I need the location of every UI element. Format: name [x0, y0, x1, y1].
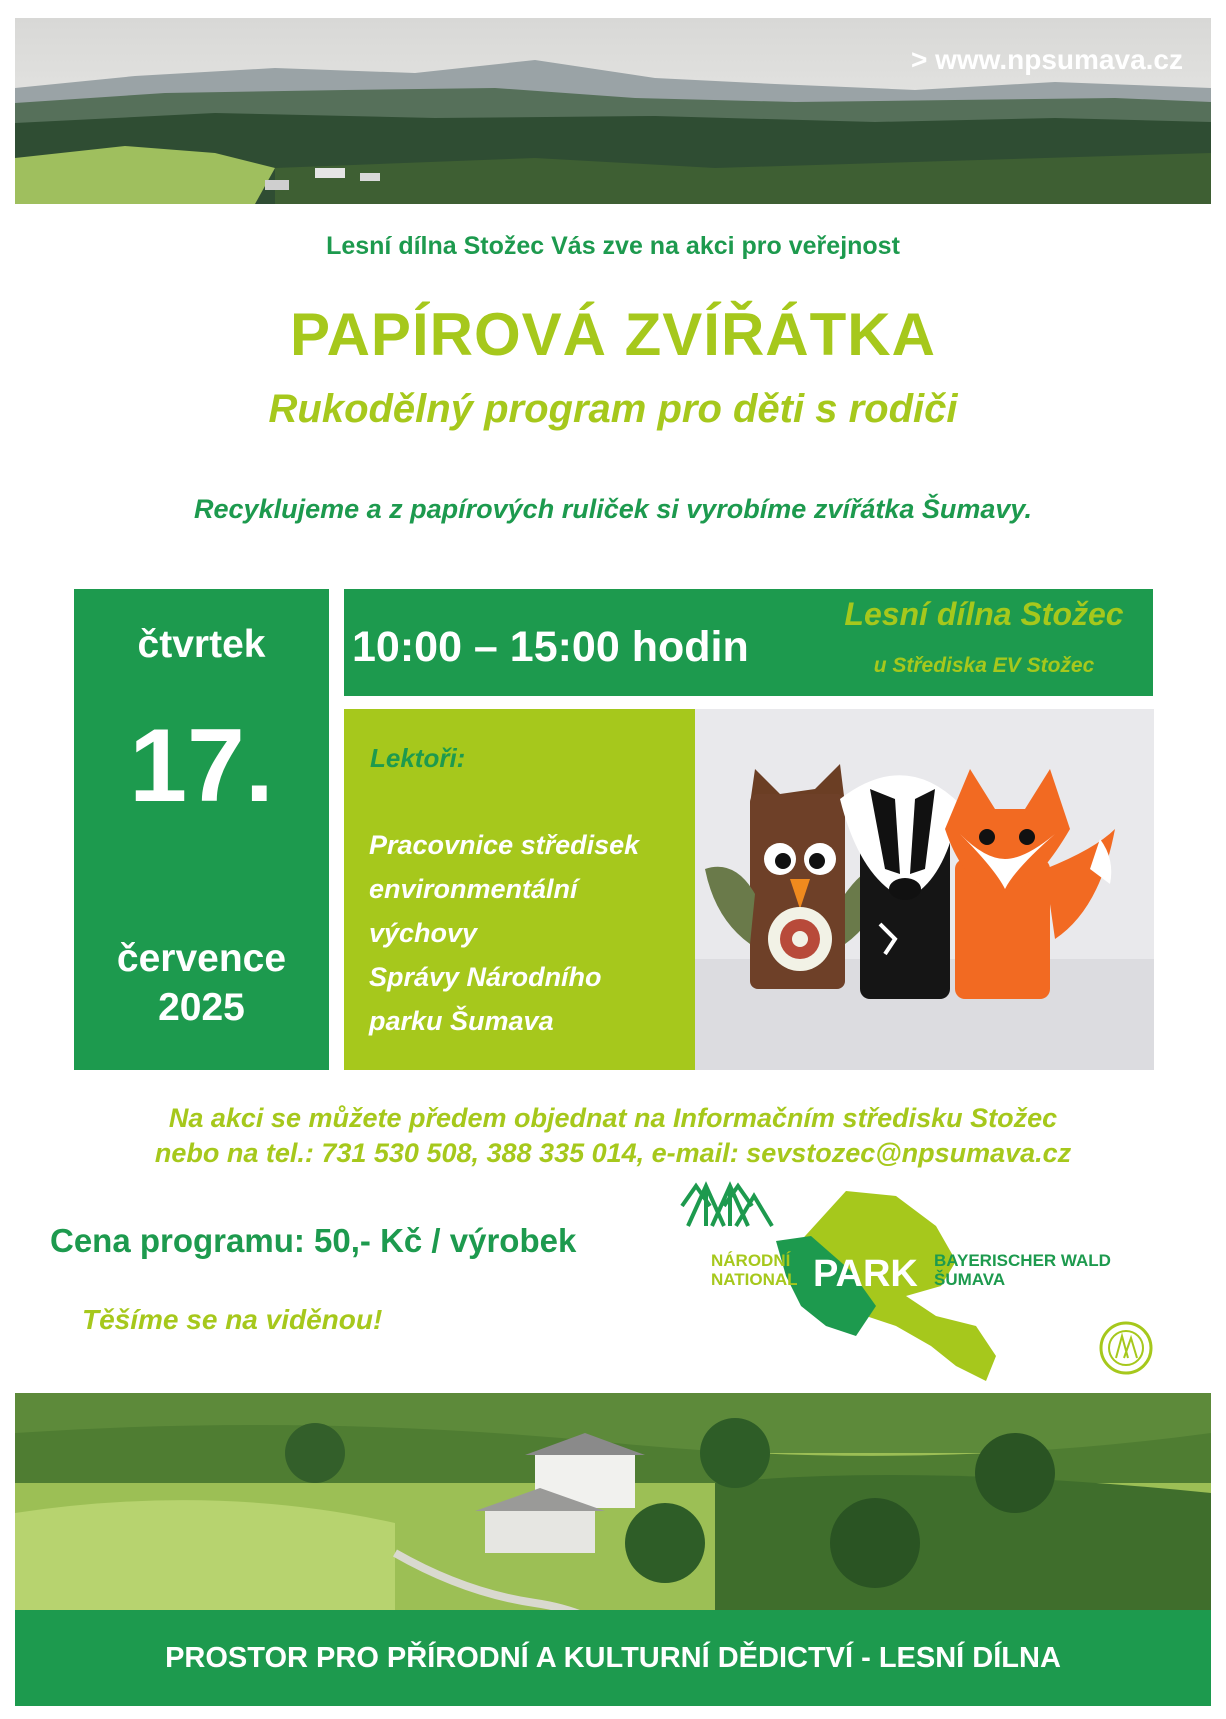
- time-location-bar: [344, 589, 1153, 696]
- footer-bar: PROSTOR PRO PŘÍRODNÍ A KULTURNÍ DĚDICTVÍ - LESNÍ DÍLNA: [15, 1610, 1211, 1706]
- month: července: [116, 937, 287, 980]
- lecturers-text: [369, 823, 639, 1043]
- event-time: 10:00 – 15:00 hodin: [352, 623, 749, 671]
- date-box: [74, 589, 329, 1070]
- logo-right-bottom: ŠUMAVA: [934, 1270, 1006, 1289]
- lecturer-line: Správy Národního: [369, 962, 602, 992]
- logo-right-top: BAYERISCHER WALD: [934, 1251, 1111, 1270]
- location-title: Lesní dílna Stožec: [844, 596, 1124, 632]
- lecturers-box: [344, 709, 695, 1070]
- lecturer-line: Pracovnice středisek: [369, 830, 640, 860]
- invitation-line: Lesní dílna Stožec Vás zve na akci pro veřejnost: [326, 232, 900, 260]
- national-park-logo: [676, 1176, 1176, 1386]
- logo-left-bottom: NATIONAL: [711, 1270, 798, 1289]
- lecturer-line: výchovy: [369, 918, 478, 948]
- weekday: čtvrtek: [137, 623, 266, 666]
- program-price: Cena programu: 50,- Kč / výrobek: [50, 1222, 577, 1259]
- paper-animals-illustration: [695, 709, 1154, 1070]
- order-info-contact[interactable]: nebo na tel.: 731 530 508, 388 335 014, e-mail: sevstozec@npsumava.cz: [154, 1138, 1072, 1168]
- day-number: 17.: [129, 708, 274, 824]
- top-landscape-photo: [15, 18, 1211, 204]
- event-description: Recyklujeme a z papírových ruliček si vyrobíme zvířátka Šumavy.: [194, 494, 1032, 524]
- paper-animals-photo: [695, 709, 1154, 1070]
- order-info-line: Na akci se můžete předem objednat na Informačním středisku Stožec: [168, 1103, 1058, 1133]
- lecturers-label: Lektoři:: [370, 743, 466, 773]
- order-info: [0, 1101, 1226, 1171]
- park-map-logo: [676, 1176, 1176, 1386]
- event-subtitle: Rukodělný program pro děti s rodiči: [268, 387, 958, 431]
- closing-greeting: Těšíme se na viděnou!: [82, 1304, 383, 1335]
- lecturer-line: parku Šumava: [369, 1006, 554, 1036]
- logo-left-top: NÁRODNÍ: [711, 1251, 791, 1270]
- lecturer-line: environmentální: [369, 874, 578, 904]
- logo-park-word: PARK: [813, 1253, 918, 1295]
- year: 2025: [158, 986, 245, 1029]
- website-link[interactable]: > www.npsumava.cz: [910, 44, 1183, 75]
- location-subtitle: u Střediska EV Stožec: [873, 654, 1095, 677]
- trees-icon: [682, 1186, 772, 1226]
- event-title: PAPÍROVÁ ZVÍŘÁTKA: [290, 301, 936, 368]
